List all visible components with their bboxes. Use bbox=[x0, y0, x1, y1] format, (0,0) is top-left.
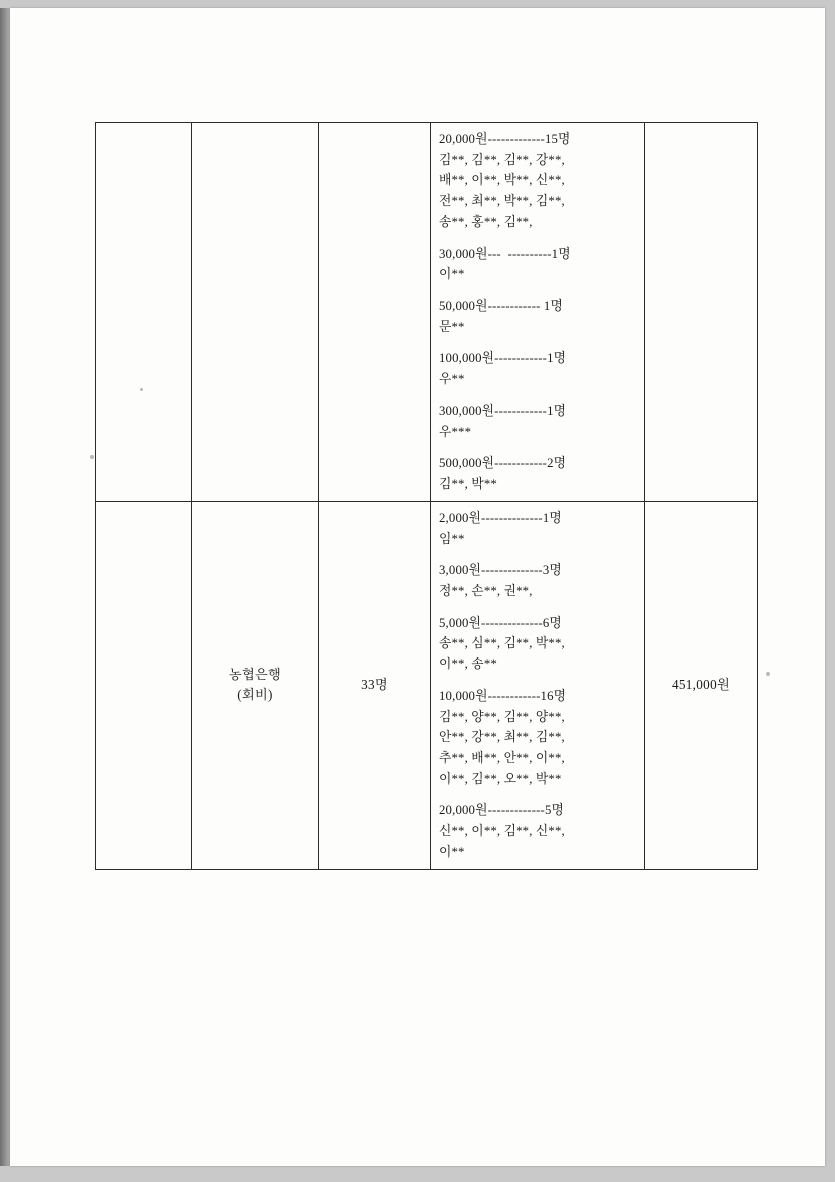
donation-group bbox=[439, 560, 640, 601]
donation-group bbox=[439, 453, 640, 494]
scan-speck bbox=[766, 672, 770, 676]
cell-org bbox=[96, 123, 192, 502]
donation-group-amount: 3,000원--------------3명 bbox=[439, 563, 562, 578]
donation-group bbox=[439, 800, 640, 862]
donor-names-line: 전**, 최**, 박**, 김**, bbox=[439, 194, 565, 209]
donation-group-amount: 2,000원--------------1명 bbox=[439, 510, 562, 525]
donor-names-line: 이** bbox=[439, 267, 465, 282]
donation-group bbox=[439, 348, 640, 389]
cell-detail bbox=[431, 123, 645, 502]
donor-names-line: 송**, 심**, 김**, 박**, bbox=[439, 636, 565, 651]
donor-names-line: 김**, 김**, 김**, 강**, bbox=[439, 152, 565, 167]
cell-org-name bbox=[192, 501, 319, 869]
donor-names-line: 이**, 송** bbox=[439, 657, 497, 672]
cell-org-name bbox=[192, 123, 319, 502]
donor-names-line: 우** bbox=[439, 372, 465, 387]
donor-names-line: 김**, 박** bbox=[439, 477, 497, 492]
table-row bbox=[96, 501, 758, 869]
donation-group-amount: 20,000원-------------5명 bbox=[439, 803, 565, 818]
document-page bbox=[10, 8, 825, 1166]
org-name-label: 농협은행 bbox=[228, 667, 282, 683]
donation-group-amount: 20,000원-------------15명 bbox=[439, 132, 571, 146]
donation-group bbox=[439, 129, 640, 233]
donor-names-line: 김**, 양**, 김**, 양**, bbox=[439, 709, 565, 724]
cell-count bbox=[319, 123, 431, 502]
donor-names-line: 정**, 손**, 권**, bbox=[439, 583, 533, 598]
cell-org bbox=[96, 501, 192, 869]
donor-names-line: 배**, 이**, 박**, 신**, bbox=[439, 173, 565, 188]
donor-names-line: 이** bbox=[439, 844, 465, 859]
donor-names-line: 송**, 홍**, 김**, bbox=[439, 214, 533, 229]
org-sub-label: (회비) bbox=[237, 687, 273, 703]
donor-names-line: 임** bbox=[439, 531, 465, 546]
cell-detail bbox=[431, 501, 645, 869]
donation-group bbox=[439, 296, 640, 337]
donation-group-amount: 50,000원------------ 1명 bbox=[439, 299, 563, 314]
donation-table bbox=[95, 122, 758, 870]
scan-speck bbox=[90, 455, 94, 459]
donor-names-line: 추**, 배**, 안**, 이**, bbox=[439, 750, 565, 765]
donation-group bbox=[439, 401, 640, 442]
cell-amount bbox=[645, 123, 758, 502]
donation-group-amount: 30,000원--- ----------1명 bbox=[439, 246, 571, 261]
donation-group-amount: 300,000원------------1명 bbox=[439, 403, 567, 418]
donation-group-amount: 500,000원------------2명 bbox=[439, 456, 567, 471]
donation-group-amount: 100,000원------------1명 bbox=[439, 351, 567, 366]
donation-group bbox=[439, 613, 640, 675]
table-row bbox=[96, 123, 758, 502]
donor-names-line: 안**, 강**, 최**, 김**, bbox=[439, 730, 565, 745]
donor-names-line: 우*** bbox=[439, 424, 472, 439]
donation-group bbox=[439, 686, 640, 790]
donation-group bbox=[439, 508, 640, 549]
donation-group-amount: 10,000원------------16명 bbox=[439, 688, 567, 703]
cell-amount: 451,000원 bbox=[645, 501, 758, 869]
donation-group-amount: 5,000원--------------6명 bbox=[439, 615, 562, 630]
donation-group bbox=[439, 244, 640, 285]
cell-count: 33명 bbox=[319, 501, 431, 869]
donor-names-line: 신**, 이**, 김**, 신**, bbox=[439, 824, 565, 839]
donor-names-line: 문** bbox=[439, 319, 465, 334]
donor-names-line: 이**, 김**, 오**, 박** bbox=[439, 771, 562, 786]
